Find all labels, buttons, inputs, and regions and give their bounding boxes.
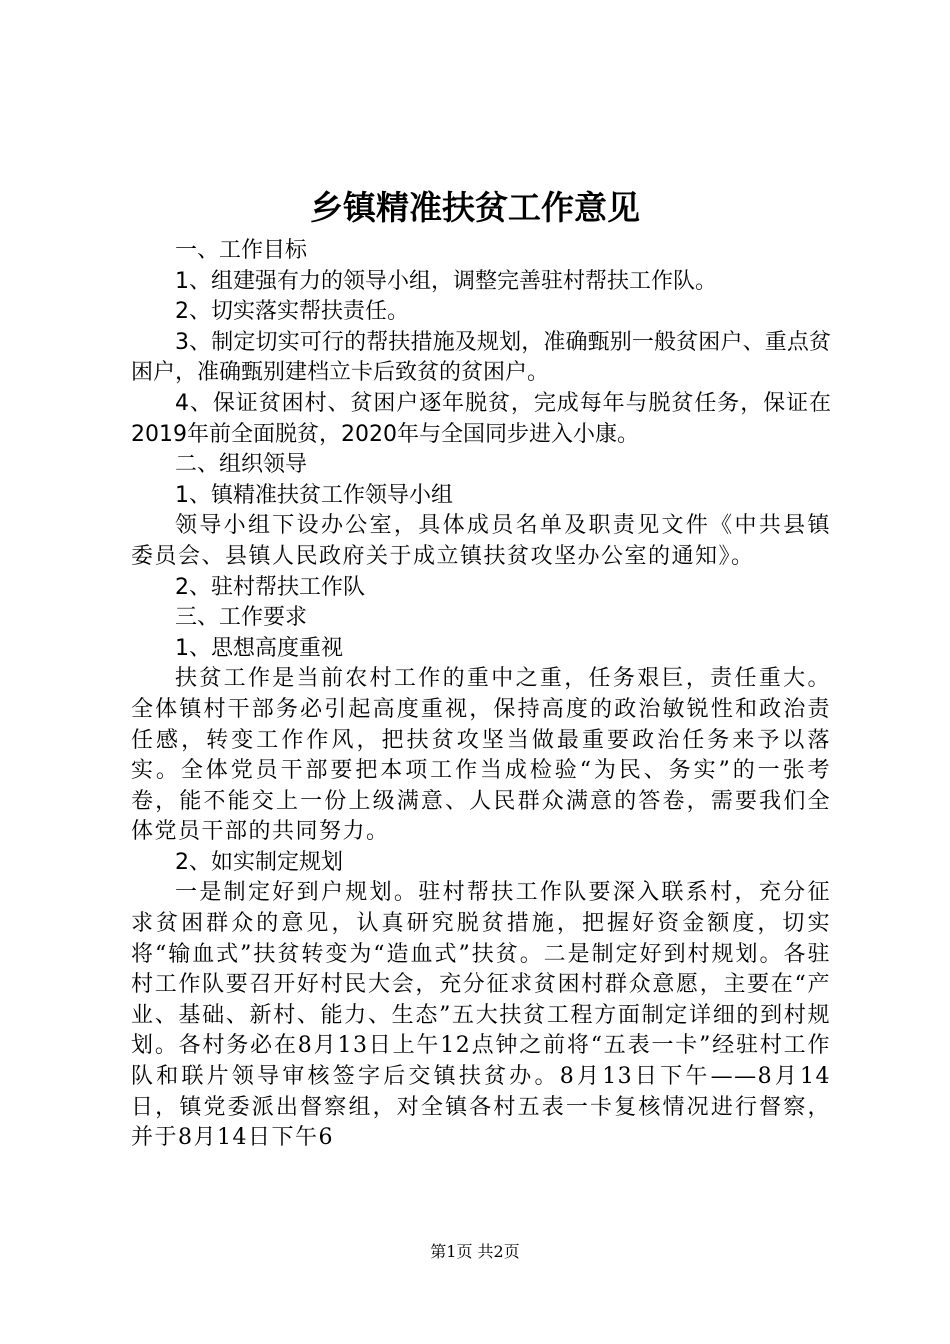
document-title: 乡镇精准扶贫工作意见 <box>310 188 640 227</box>
leadership-item-1: 1、镇精准扶贫工作领导小组 <box>175 482 453 508</box>
section-heading-leadership: 二、组织领导 <box>175 452 308 478</box>
requirement-paragraph-2: 一是制定好到户规划。驻村帮扶工作队要深入联系村，充分征求贫困群众的意见，认真研究脱贫措施，把握好资金额度，切实将“输血式”扶贫转变为“造血式”扶贫。二是制定好到村规划。各驻村工作队要召开好村民大会，充分征求贫困村群众意愿，主要在“产业、基础、新村、能力、生态”五大扶贫工程方面制定详细的到村规划。各村务必在8月13日上午12点钟之前将“五表一卡”经驻村工作队和联片领导审核签字后交镇扶贫办。8月13日下午——8月14日，镇党委派出督察组，对全镇各村五表一卡复核情况进行督察，并于8月14日下午6 <box>131 880 831 1151</box>
goal-item-4: 4、保证贫困村、贫困户逐年脱贫，完成每年与脱贫任务，保证在2019年前全面脱贫，2020年与全国同步进入小康。 <box>131 390 831 447</box>
goal-item-3: 3、制定切实可行的帮扶措施及规划，准确甄别一般贫困户、重点贫困户，准确甄别建档立卡后致贫的贫困户。 <box>131 329 831 386</box>
goal-item-2: 2、切实落实帮扶责任。 <box>175 299 409 325</box>
section-heading-requirements: 三、工作要求 <box>175 605 308 631</box>
leadership-paragraph: 领导小组下设办公室，具体成员名单及职责见文件《中共县镇委员会、县镇人民政府关于成立镇扶贫攻坚办公室的通知》。 <box>131 513 831 569</box>
leadership-item-2: 2、驻村帮扶工作队 <box>175 574 365 600</box>
requirement-item-2: 2、如实制定规划 <box>175 849 343 875</box>
page-footer: 第1页 共2页 <box>430 1242 520 1261</box>
requirement-paragraph-1: 扶贫工作是当前农村工作的重中之重，任务艰巨，责任重大。全体镇村干部务必引起高度重视，保持高度的政治敏锐性和政治责任感，转变工作作风，把扶贫攻坚当做最重要政治任务来予以落实。全体党员干部要把本项工作当成检验“为民、务实”的一张考卷，能不能交上一份上级满意、人民群众满意的答卷，需要我们全体党员干部的共同努力。 <box>131 666 831 845</box>
requirement-item-1: 1、思想高度重视 <box>175 635 343 661</box>
document-body <box>131 236 831 1154</box>
goal-item-1: 1、组建强有力的领导小组，调整完善驻村帮扶工作队。 <box>175 268 717 294</box>
section-heading-goals: 一、工作目标 <box>175 238 308 263</box>
